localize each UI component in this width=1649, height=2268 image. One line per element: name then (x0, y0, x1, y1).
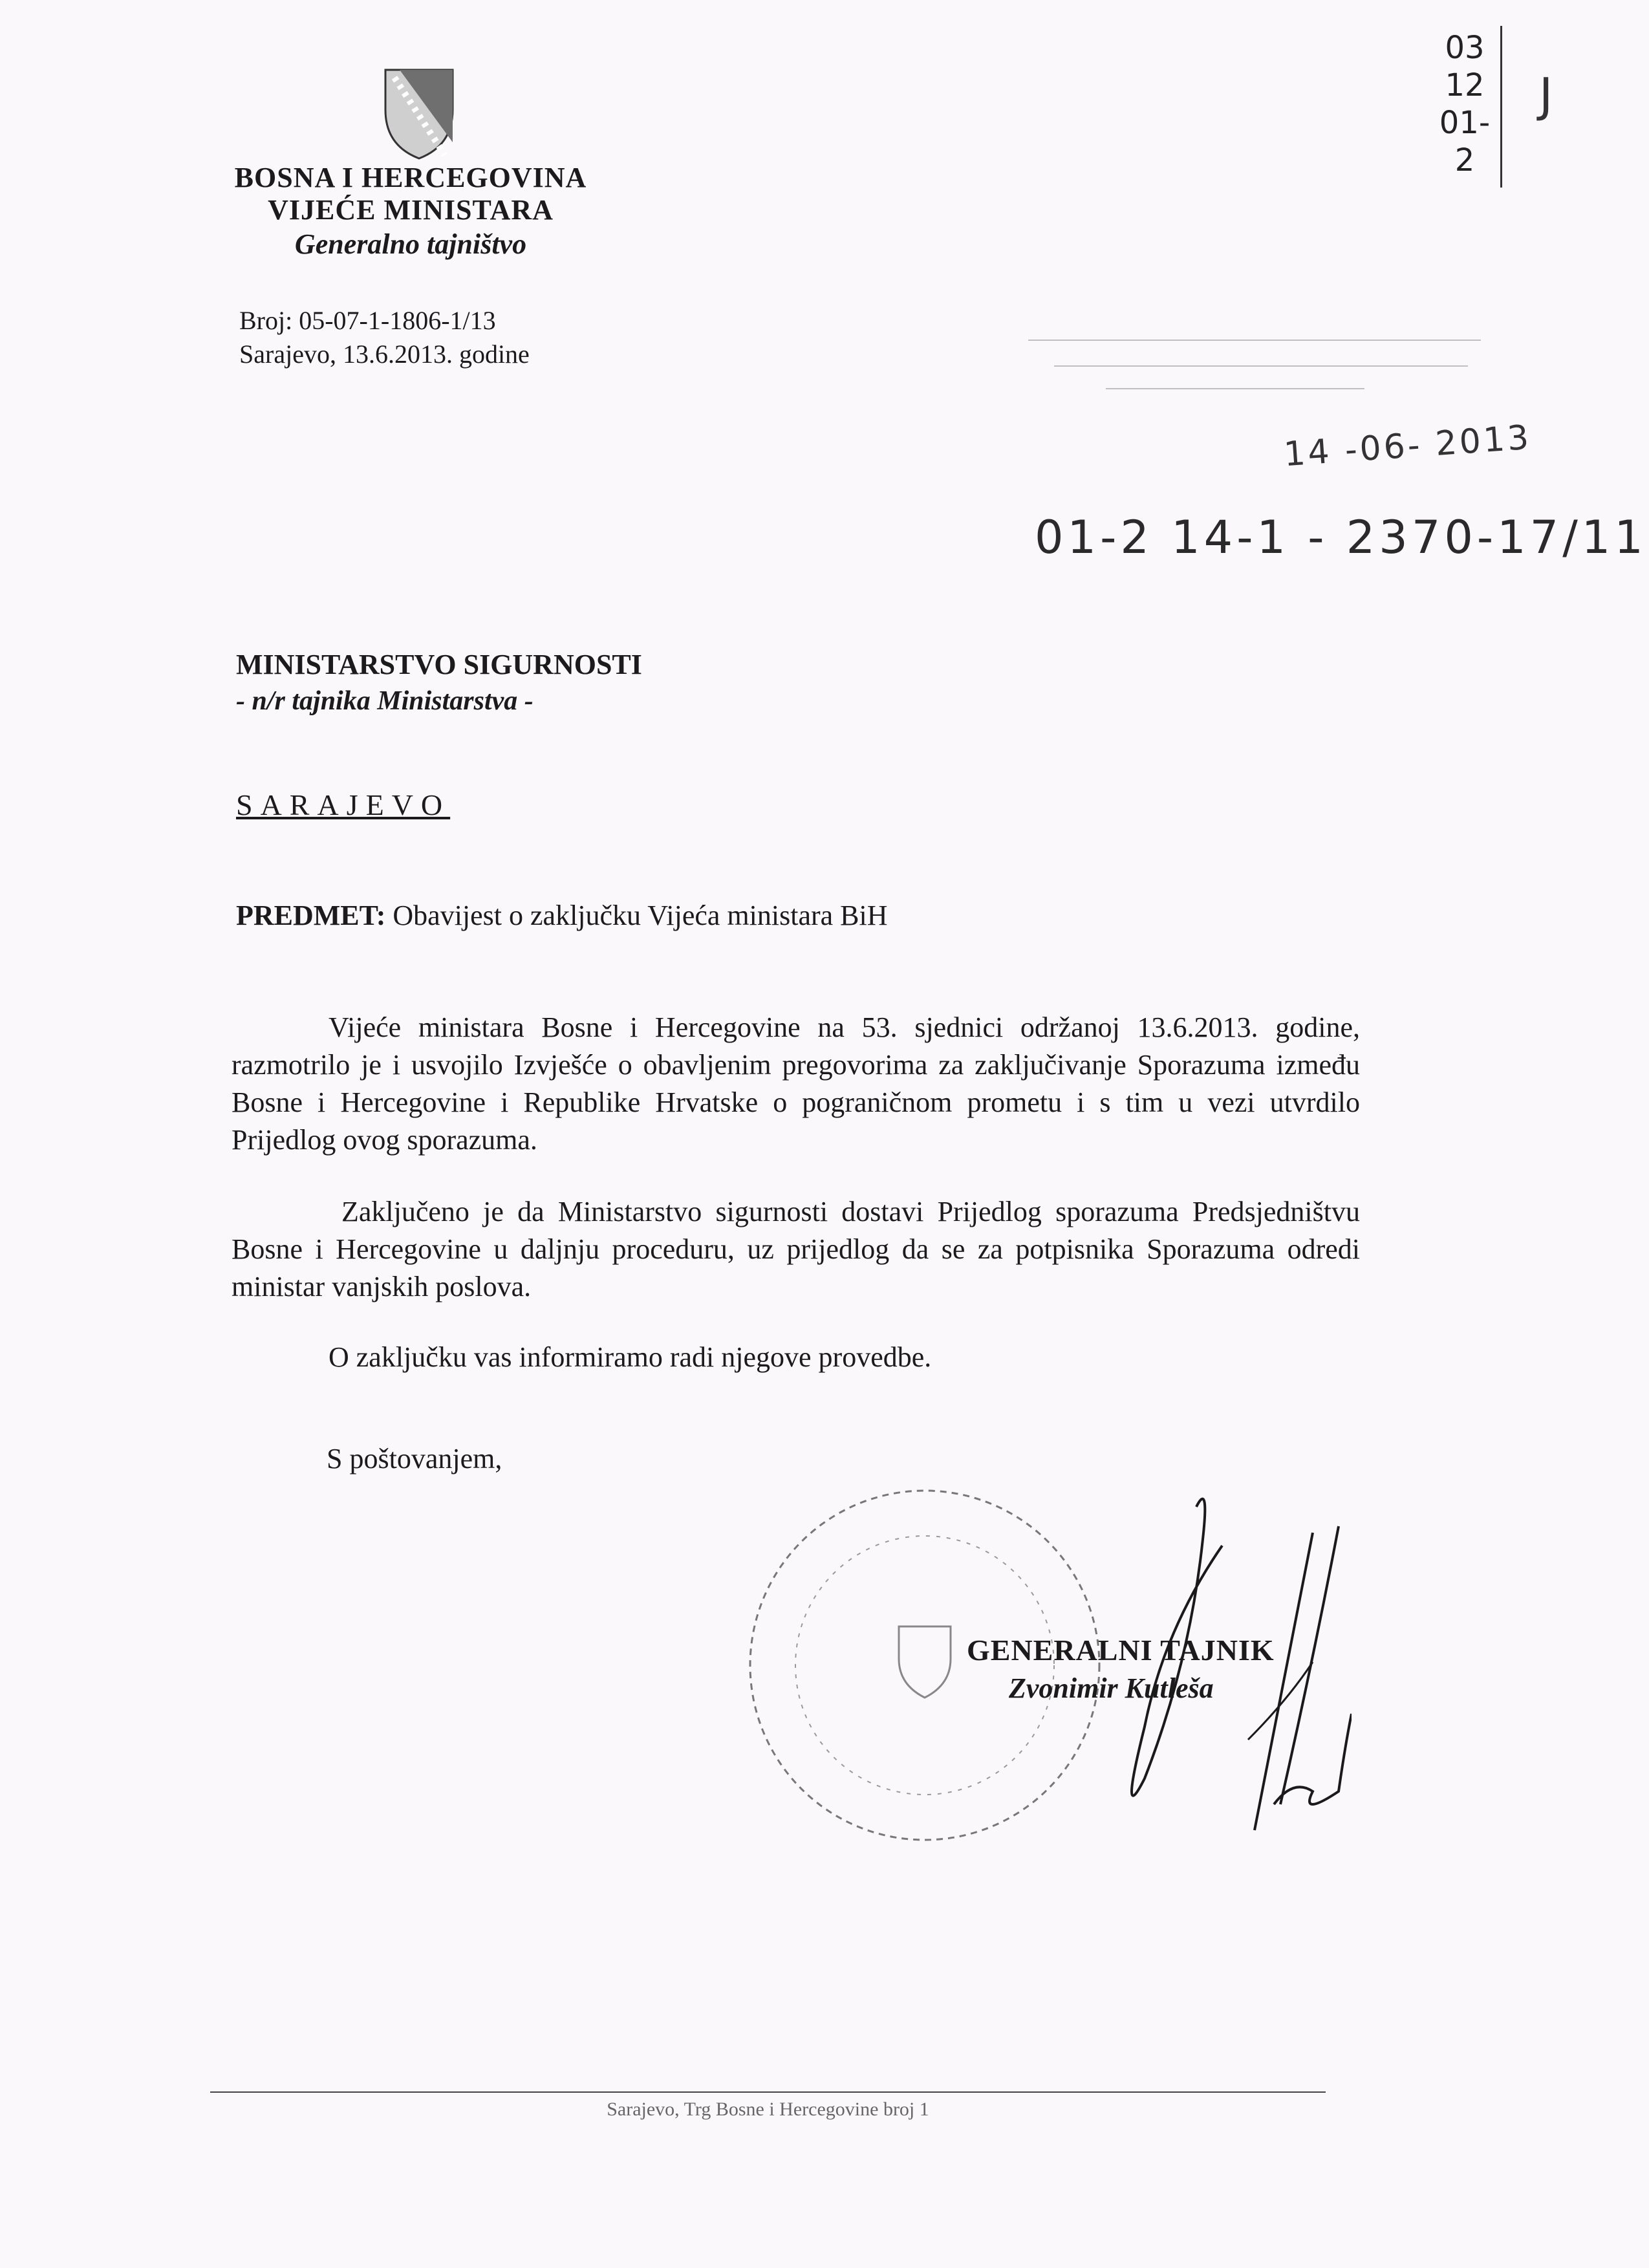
reference-number: Broj: 05-07-1-1806-1/13 (239, 306, 496, 335)
handwritten-line: 01-2 (1439, 105, 1491, 178)
recipient-city: SARAJEVO (236, 788, 451, 821)
handwritten-initial: J (1539, 68, 1553, 122)
handwritten-divider (1500, 26, 1502, 188)
body-paragraph-1 (232, 1009, 1360, 1159)
letterhead-body: VIJEĆE MINISTARA (268, 194, 554, 226)
letterhead-country: BOSNA I HERCEGOVINA (234, 162, 587, 193)
paragraph-text: O zaključku vas informiramo radi njegove provedbe. (329, 1341, 932, 1373)
received-stamp-number: 01-2 14-1 - 2370-17/11 (1035, 511, 1647, 564)
faded-stamp-marks (1015, 327, 1533, 404)
closing-salutation: S poštovanjem, (327, 1443, 502, 1474)
signature-title: GENERALNI TAJNIK (967, 1634, 1275, 1667)
recipient-name: MINISTARSTVO SIGURNOSTI (236, 649, 642, 680)
paragraph-text: Vijeće ministara Bosne i Hercegovine na 53. sjednici održanoj 13.6.2013. godine, razmotrilo je i usvojilo Izvješće o obavljenim pregovorima za zaključivanje Sporazuma između Bosne i Hercegovine i Republike Hrvatske o pograničnom prometu i s tim u vezi utvrdilo Prijedlog ovog sporazuma. (232, 1011, 1360, 1156)
subject-line (236, 899, 888, 932)
subject-text: Obavijest o zaključku Vijeća ministara BiH (393, 900, 888, 931)
body-paragraph-3 (232, 1339, 1360, 1376)
paragraph-text: Zaključeno je da Ministarstvo sigurnosti dostavi Prijedlog sporazuma Predsjedništvu Bosne i Hercegovine u daljnju proceduru, uz prijedlog da se za potpisnika Sporazuma odredi ministar vanjskih poslova. (232, 1196, 1360, 1302)
footer-address: Sarajevo, Trg Bosne i Hercegovine broj 1 (607, 2099, 929, 2120)
handwritten-line: 03 (1445, 30, 1485, 66)
handwritten-filing-numbers (1436, 29, 1494, 179)
letterhead (175, 162, 647, 263)
body-paragraph-2 (232, 1193, 1360, 1306)
reference-place-date: Sarajevo, 13.6.2013. godine (239, 340, 530, 369)
letterhead-office: Generalno tajništvo (294, 228, 527, 260)
footer-divider (210, 2091, 1326, 2093)
recipient-block (236, 647, 642, 719)
signature-name: Zvonimir Kutleša (1009, 1672, 1214, 1704)
reference-block (239, 304, 530, 371)
received-stamp-date: 14 -06- 2013 (1282, 418, 1533, 475)
recipient-attention: - n/r tajnika Ministarstva - (236, 686, 534, 716)
handwritten-line: 12 (1445, 67, 1485, 103)
subject-label: PREDMET: (236, 900, 386, 931)
coat-of-arms-icon (380, 65, 458, 162)
